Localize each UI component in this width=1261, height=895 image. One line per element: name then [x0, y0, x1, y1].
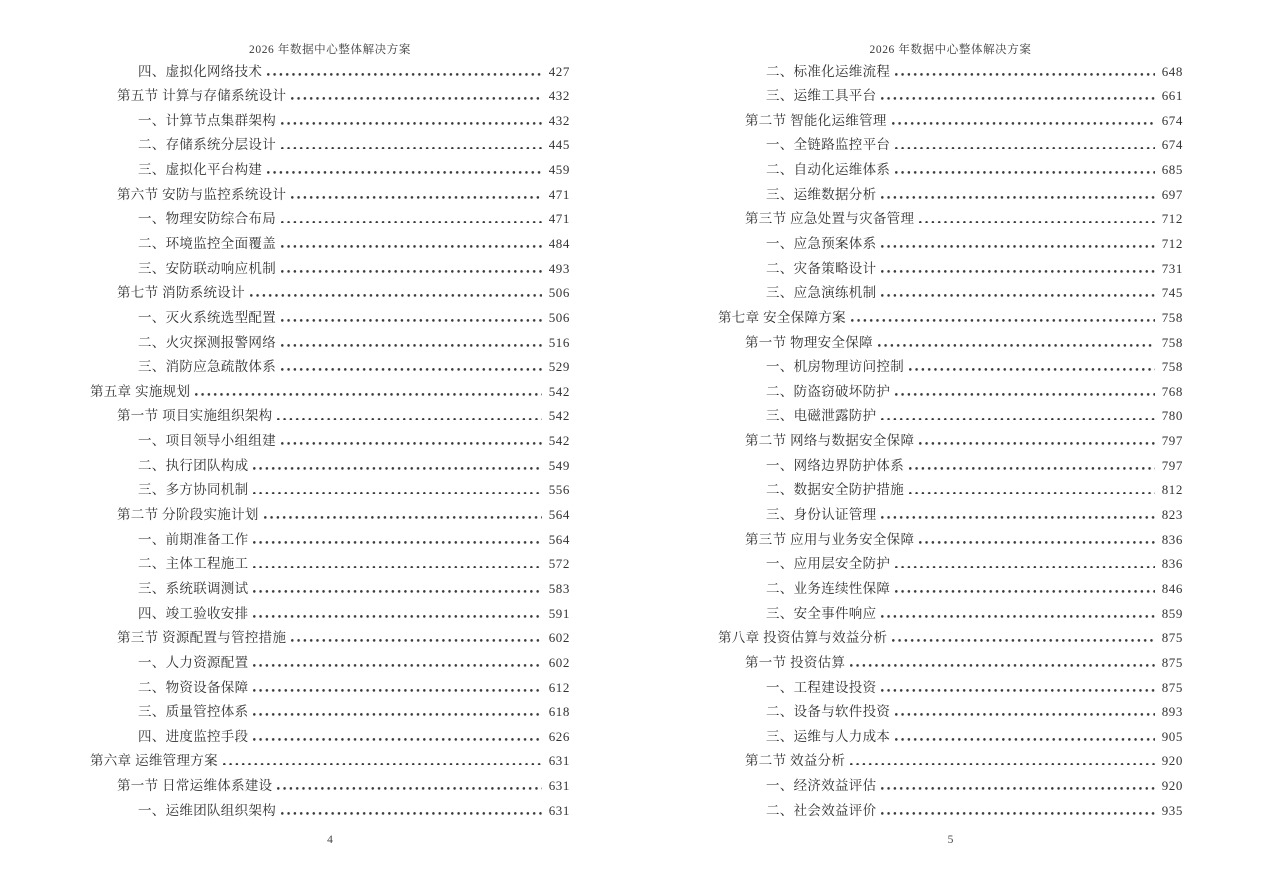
toc-entry	[718, 626, 1183, 651]
dot-leader	[267, 164, 541, 174]
dot-leader	[281, 435, 542, 445]
dot-leader	[253, 484, 541, 494]
toc-entry-title: 第六章 运维管理方案	[90, 753, 218, 769]
page-number: 5	[947, 834, 954, 846]
toc-entry-page-number: 556	[548, 482, 570, 498]
toc-entry-page-number: 836	[1161, 531, 1183, 547]
toc-entry-title: 第一节 日常运维体系建设	[117, 778, 273, 794]
toc-entry	[90, 257, 570, 282]
dot-leader	[281, 263, 542, 273]
toc-entry-page-number: 797	[1161, 433, 1183, 449]
toc-entry	[718, 404, 1183, 429]
toc-entries-left	[90, 60, 570, 824]
toc-entry	[90, 676, 570, 701]
toc-entry-page-number: 758	[1161, 359, 1183, 375]
dot-leader	[881, 509, 1154, 519]
dot-leader	[881, 238, 1154, 248]
toc-entry-title: 第七章 安全保障方案	[718, 309, 846, 325]
toc-entry-page-number: 920	[1161, 778, 1183, 794]
toc-entry-page-number: 432	[548, 88, 570, 104]
toc-entry-title: 一、项目领导小组组建	[138, 433, 276, 449]
toc-entry-page-number: 484	[548, 235, 570, 251]
toc-entry-page-number: 631	[548, 778, 570, 794]
toc-entry	[90, 774, 570, 799]
toc-entry-page-number: 935	[1161, 802, 1183, 818]
toc-entry	[90, 429, 570, 454]
toc-entry-page-number: 542	[548, 408, 570, 424]
dot-leader	[281, 139, 542, 149]
toc-entry-page-number: 685	[1161, 162, 1183, 178]
toc-entry-title: 一、应急预案体系	[766, 235, 877, 251]
toc-entry-title: 三、质量管控体系	[138, 704, 249, 720]
dot-leader	[850, 755, 1154, 765]
toc-entry	[718, 183, 1183, 208]
toc-entry	[718, 602, 1183, 627]
toc-entry-page-number: 618	[548, 704, 570, 720]
toc-entry-page-number: 445	[548, 137, 570, 153]
toc-entry	[718, 774, 1183, 799]
dot-leader	[281, 361, 542, 371]
toc-entry-title: 四、虚拟化网络技术	[138, 63, 263, 79]
toc-entry	[90, 84, 570, 109]
dot-leader	[291, 90, 541, 100]
toc-entry-title: 三、运维与人力成本	[766, 728, 891, 744]
toc-entry-page-number: 583	[548, 580, 570, 596]
toc-entry	[718, 478, 1183, 503]
toc-entry-title: 第七节 消防系统设计	[117, 285, 245, 301]
toc-entries-right	[718, 60, 1183, 824]
toc-entry	[90, 183, 570, 208]
toc-entry-page-number: 631	[548, 802, 570, 818]
toc-page-right	[718, 0, 1183, 895]
dot-leader	[919, 435, 1154, 445]
toc-entry-page-number: 758	[1161, 309, 1183, 325]
toc-entry	[90, 626, 570, 651]
toc-entry-title: 第一节 项目实施组织架构	[117, 408, 273, 424]
dot-leader	[895, 558, 1154, 568]
toc-entry-title: 第三节 资源配置与管控措施	[117, 630, 287, 646]
dot-leader	[264, 509, 542, 519]
toc-entry-title: 一、计算节点集群架构	[138, 112, 276, 128]
toc-entry	[718, 429, 1183, 454]
toc-entry	[90, 602, 570, 627]
toc-entry-page-number: 471	[548, 211, 570, 227]
toc-entry	[718, 454, 1183, 479]
toc-entry-title: 二、主体工程施工	[138, 556, 249, 572]
toc-entry-title: 三、消防应急疏散体系	[138, 359, 276, 375]
toc-entry	[718, 158, 1183, 183]
toc-entry-page-number: 674	[1161, 112, 1183, 128]
toc-entry	[90, 577, 570, 602]
dot-leader	[895, 66, 1154, 76]
dot-leader	[895, 164, 1154, 174]
dot-leader	[895, 706, 1154, 716]
toc-entry	[718, 503, 1183, 528]
dot-leader	[881, 90, 1154, 100]
toc-entry	[90, 281, 570, 306]
toc-entry-title: 三、运维数据分析	[766, 186, 877, 202]
toc-entry-page-number: 542	[548, 433, 570, 449]
dot-leader	[281, 312, 542, 322]
toc-entry	[718, 725, 1183, 750]
toc-entry-title: 第六节 安防与监控系统设计	[117, 186, 287, 202]
page-header	[90, 42, 570, 58]
toc-entry-page-number: 661	[1161, 88, 1183, 104]
toc-entry-title: 三、虚拟化平台构建	[138, 162, 263, 178]
toc-entry	[718, 380, 1183, 405]
toc-entry	[718, 700, 1183, 725]
dot-leader	[267, 66, 541, 76]
dot-leader	[195, 386, 541, 396]
toc-entry-page-number: 905	[1161, 728, 1183, 744]
toc-entry-title: 一、全链路监控平台	[766, 137, 891, 153]
toc-entry-title: 二、存储系统分层设计	[138, 137, 276, 153]
dot-leader	[878, 337, 1155, 347]
toc-entry	[718, 232, 1183, 257]
toc-entry	[90, 133, 570, 158]
toc-entry-page-number: 780	[1161, 408, 1183, 424]
toc-entry-title: 一、物理安防综合布局	[138, 211, 276, 227]
toc-entry-page-number: 823	[1161, 507, 1183, 523]
toc-entry-title: 三、系统联调测试	[138, 580, 249, 596]
page-number: 4	[327, 834, 333, 846]
toc-entry-title: 三、身份认证管理	[766, 507, 877, 523]
dot-leader	[253, 657, 541, 667]
dot-leader	[291, 632, 541, 642]
toc-entry	[718, 281, 1183, 306]
toc-entry-page-number: 602	[548, 630, 570, 646]
dot-leader	[909, 460, 1155, 470]
toc-entry	[718, 355, 1183, 380]
toc-entry-title: 二、设备与软件投资	[766, 704, 891, 720]
dot-leader	[277, 780, 541, 790]
page-header	[718, 42, 1183, 58]
toc-entry	[718, 257, 1183, 282]
toc-entry	[718, 207, 1183, 232]
toc-page-left	[90, 0, 570, 895]
toc-entry-page-number: 506	[548, 309, 570, 325]
toc-entry	[90, 478, 570, 503]
toc-entry-title: 四、竣工验收安排	[138, 605, 249, 621]
toc-entry	[718, 676, 1183, 701]
toc-entry-page-number: 648	[1161, 63, 1183, 79]
dot-leader	[895, 731, 1154, 741]
toc-entry-page-number: 626	[548, 728, 570, 744]
toc-entry-page-number: 674	[1161, 137, 1183, 153]
toc-entry-title: 四、进度监控手段	[138, 728, 249, 744]
toc-entry	[718, 749, 1183, 774]
dot-leader	[892, 632, 1154, 642]
toc-entry	[90, 799, 570, 824]
toc-entry-page-number: 602	[548, 654, 570, 670]
toc-entry	[718, 651, 1183, 676]
toc-entry	[718, 577, 1183, 602]
dot-leader	[281, 213, 542, 223]
toc-entry-page-number: 542	[548, 383, 570, 399]
toc-entry	[718, 331, 1183, 356]
document-title: 2026 年数据中心整体解决方案	[869, 44, 1032, 56]
toc-entry-page-number: 846	[1161, 580, 1183, 596]
toc-entry-title: 三、运维工具平台	[766, 88, 877, 104]
toc-entry-page-number: 758	[1161, 334, 1183, 350]
toc-entry-page-number: 493	[548, 260, 570, 276]
toc-entry	[90, 232, 570, 257]
toc-entry	[718, 306, 1183, 331]
toc-entry-title: 二、防盗窃破坏防护	[766, 383, 891, 399]
dot-leader	[223, 755, 542, 765]
toc-entry	[90, 700, 570, 725]
toc-entry	[90, 454, 570, 479]
toc-entry-title: 二、物资设备保障	[138, 679, 249, 695]
dot-leader	[277, 410, 541, 420]
toc-entry-title: 二、社会效益评价	[766, 802, 877, 818]
toc-entry	[90, 651, 570, 676]
dot-leader	[895, 139, 1154, 149]
toc-entry	[90, 60, 570, 85]
toc-entry-title: 三、安全事件响应	[766, 605, 877, 621]
toc-entry-title: 第二节 分阶段实施计划	[117, 507, 259, 523]
toc-entry-page-number: 564	[548, 507, 570, 523]
toc-entry-title: 二、火灾探测报警网络	[138, 334, 276, 350]
toc-entry-page-number: 612	[548, 679, 570, 695]
toc-entry	[718, 552, 1183, 577]
toc-entry-page-number: 836	[1161, 556, 1183, 572]
toc-entry-title: 第二节 智能化运维管理	[745, 112, 887, 128]
toc-entry-page-number: 812	[1161, 482, 1183, 498]
dot-leader	[881, 189, 1154, 199]
toc-entry-page-number: 471	[548, 186, 570, 202]
toc-entry-title: 第一节 投资估算	[745, 654, 846, 670]
dot-leader	[253, 460, 541, 470]
toc-entry	[718, 528, 1183, 553]
toc-entry-title: 第五章 实施规划	[90, 383, 191, 399]
dot-leader	[253, 682, 541, 692]
toc-entry-page-number: 427	[548, 63, 570, 79]
toc-entry	[90, 528, 570, 553]
dot-leader	[881, 263, 1154, 273]
dot-leader	[250, 287, 542, 297]
dot-leader	[919, 213, 1154, 223]
toc-entry-page-number: 572	[548, 556, 570, 572]
toc-entry	[718, 799, 1183, 824]
toc-entry-page-number: 712	[1161, 235, 1183, 251]
toc-entry-title: 一、运维团队组织架构	[138, 802, 276, 818]
toc-entry-title: 一、网络边界防护体系	[766, 457, 904, 473]
dot-leader	[281, 115, 542, 125]
toc-entry-page-number: 875	[1161, 654, 1183, 670]
toc-entry	[90, 725, 570, 750]
toc-entry-page-number: 564	[548, 531, 570, 547]
toc-entry	[718, 109, 1183, 134]
toc-entry-page-number: 591	[548, 605, 570, 621]
dot-leader	[253, 706, 541, 716]
toc-entry-title: 第三节 应用与业务安全保障	[745, 531, 915, 547]
toc-entry-title: 二、灾备策略设计	[766, 260, 877, 276]
toc-entry	[90, 158, 570, 183]
dot-leader	[253, 608, 541, 618]
dot-leader	[881, 287, 1154, 297]
toc-entry-title: 一、应用层安全防护	[766, 556, 891, 572]
toc-entry-title: 三、安防联动响应机制	[138, 260, 276, 276]
dot-leader	[909, 361, 1155, 371]
dot-leader	[881, 410, 1154, 420]
toc-entry	[718, 84, 1183, 109]
dot-leader	[281, 337, 542, 347]
dot-leader	[851, 312, 1155, 322]
dot-leader	[281, 238, 542, 248]
dot-leader	[909, 484, 1155, 494]
toc-entry-page-number: 875	[1161, 679, 1183, 695]
toc-entry-title: 第五节 计算与存储系统设计	[117, 88, 287, 104]
dot-leader	[850, 657, 1154, 667]
dot-leader	[881, 682, 1154, 692]
toc-entry-page-number: 920	[1161, 753, 1183, 769]
document-title: 2026 年数据中心整体解决方案	[249, 44, 411, 56]
toc-entry-page-number: 529	[548, 359, 570, 375]
toc-entry	[90, 552, 570, 577]
dot-leader	[281, 805, 542, 815]
toc-entry-title: 第二节 网络与数据安全保障	[745, 433, 915, 449]
dot-leader	[291, 189, 541, 199]
toc-entry-title: 一、工程建设投资	[766, 679, 877, 695]
dot-leader	[892, 115, 1155, 125]
toc-entry-title: 二、标准化运维流程	[766, 63, 891, 79]
toc-entry	[90, 404, 570, 429]
toc-entry-title: 二、自动化运维体系	[766, 162, 891, 178]
toc-entry	[90, 749, 570, 774]
toc-entry	[718, 60, 1183, 85]
toc-entry	[718, 133, 1183, 158]
toc-entry-page-number: 631	[548, 753, 570, 769]
dot-leader	[253, 534, 541, 544]
toc-entry-title: 第一节 物理安全保障	[745, 334, 873, 350]
dot-leader	[253, 558, 541, 568]
dot-leader	[881, 780, 1154, 790]
toc-entry-title: 一、前期准备工作	[138, 531, 249, 547]
toc-entry-title: 三、电磁泄露防护	[766, 408, 877, 424]
toc-entry-title: 二、环境监控全面覆盖	[138, 235, 276, 251]
toc-entry	[90, 109, 570, 134]
toc-entry-title: 三、多方协同机制	[138, 482, 249, 498]
toc-entry	[90, 380, 570, 405]
dot-leader	[881, 608, 1154, 618]
toc-entry-page-number: 516	[548, 334, 570, 350]
toc-entry-title: 二、数据安全防护措施	[766, 482, 904, 498]
toc-entry-page-number: 875	[1161, 630, 1183, 646]
toc-entry-title: 二、执行团队构成	[138, 457, 249, 473]
dot-leader	[253, 583, 541, 593]
toc-entry-page-number: 859	[1161, 605, 1183, 621]
toc-entry	[90, 503, 570, 528]
toc-entry-page-number: 459	[548, 162, 570, 178]
dot-leader	[895, 386, 1154, 396]
dot-leader	[253, 731, 541, 741]
page-footer	[718, 832, 1183, 848]
toc-entry-page-number: 731	[1161, 260, 1183, 276]
toc-entry-page-number: 797	[1161, 457, 1183, 473]
toc-entry-page-number: 432	[548, 112, 570, 128]
toc-entry-page-number: 745	[1161, 285, 1183, 301]
toc-entry-page-number: 697	[1161, 186, 1183, 202]
toc-entry	[90, 306, 570, 331]
toc-entry-title: 一、机房物理访问控制	[766, 359, 904, 375]
toc-entry-page-number: 893	[1161, 704, 1183, 720]
toc-entry-page-number: 506	[548, 285, 570, 301]
page-footer	[90, 832, 570, 848]
toc-entry-title: 一、人力资源配置	[138, 654, 249, 670]
dot-leader	[919, 534, 1154, 544]
toc-entry-title: 一、灭火系统选型配置	[138, 309, 276, 325]
toc-entry	[90, 355, 570, 380]
toc-entry	[90, 331, 570, 356]
toc-entry-title: 第三节 应急处置与灾备管理	[745, 211, 915, 227]
toc-entry-page-number: 712	[1161, 211, 1183, 227]
dot-leader	[895, 583, 1154, 593]
toc-entry-page-number: 549	[548, 457, 570, 473]
dot-leader	[881, 805, 1154, 815]
toc-entry-title: 第二节 效益分析	[745, 753, 846, 769]
toc-entry	[90, 207, 570, 232]
toc-entry-title: 二、业务连续性保障	[766, 580, 891, 596]
toc-entry-title: 三、应急演练机制	[766, 285, 877, 301]
toc-entry-page-number: 768	[1161, 383, 1183, 399]
toc-entry-title: 一、经济效益评估	[766, 778, 877, 794]
toc-entry-title: 第八章 投资估算与效益分析	[718, 630, 888, 646]
